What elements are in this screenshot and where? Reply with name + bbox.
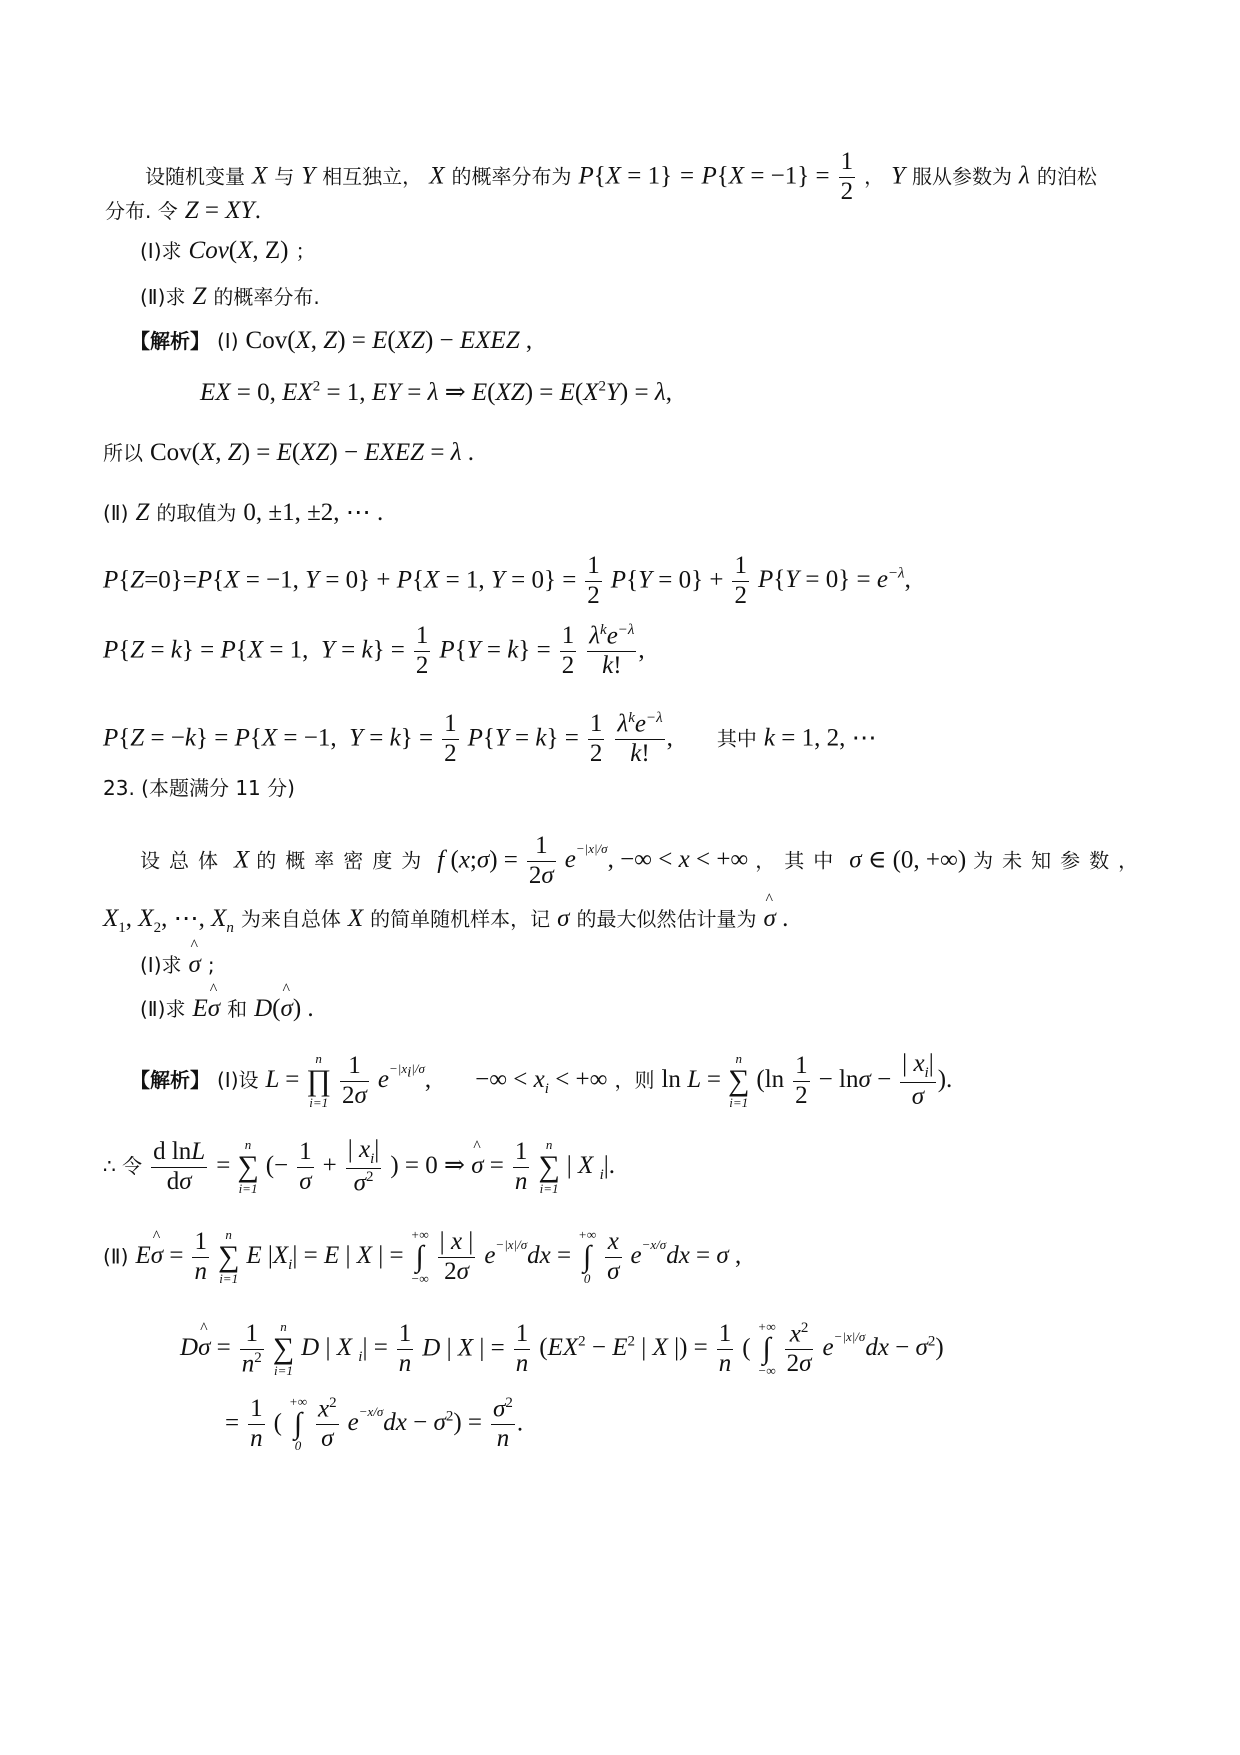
p22-solution-line7: P{Z = −k} = P{X = −1, Y = k} = $\frac{1}{2}$ P{Y = k} = $\frac{1}{2}$ $\frac{\lambda^ke^{-\lambda}}{k!}$ , 其中 k = 1, 2, ⋯ [103,710,877,768]
fraction: $\frac{\sigma^2}{n}$ [493,1395,513,1453]
math: $e^{-|x|/\sigma}dx$ = [484,1237,572,1270]
math: Y [301,162,316,190]
p22-solution-line1 [130,328,532,353]
p23-text: (Ⅱ)求 [140,997,186,1021]
integral-operator: +∞ ∫ 0 [288,1394,307,1454]
math: ($EX^2 - E^2$ | X |) = [539,1334,708,1362]
p23-text: ，其中 [755,848,843,873]
math: D | X | = [422,1334,505,1362]
math: −∞ < $x_i$ < +∞ [475,1066,608,1097]
fraction: $\frac{1}{n^2}$ [241,1320,262,1378]
math: ( [273,1409,282,1437]
fraction: $\frac{1}{n}$ [250,1395,263,1452]
p23-text: 为未知参数， [973,848,1148,873]
fraction: $\frac{\lambda^ke^{-\lambda}}{k!}$ [589,622,635,680]
math: P{Z=0}=P{X = −1, Y = 0} + P{X = 1, Y = 0} = [103,566,577,594]
math: (ln [756,1066,785,1093]
math: E^ σ = [135,1242,183,1269]
fraction: $\frac{x^2}{\sigma}$ [317,1395,337,1453]
math: P{X = 1} = P{X = −1} = [578,162,830,190]
math: σ ∈ (0, +∞) [849,846,967,874]
fraction: $\frac{1}{2}$ [561,622,575,679]
p22-part1 [140,238,316,263]
p22-text: 相互独立， [322,164,423,189]
p22-text: 所以 [103,441,143,465]
math: P{Y = k} = [467,724,579,752]
fraction: $\frac{x}{\sigma}$ [607,1228,620,1285]
math: + [322,1152,337,1180]
math: $e^{-|x|/\sigma}dx - \sigma^2$) [822,1329,944,1362]
math: 0, ±1, ±2, ⋯ . [243,499,384,526]
p23-statement-line2 [103,906,788,936]
sum-operator: n ∑ i=1 [728,1050,750,1110]
math: $P\{Y = 0\} = e^{-\lambda}$, [757,565,911,594]
math: X [429,162,445,190]
p23-text: (Ⅰ)设 [217,1068,259,1092]
p23-number [103,778,295,800]
fraction: $\frac{1}{n}$ [514,1137,528,1195]
p23-text: ; [207,953,215,977]
math: P{Y = k} = [439,636,551,664]
math: Cov(X, Z) = E(XZ) − EXEZ = λ . [150,439,475,466]
p22-text: (Ⅰ)求 [140,239,182,263]
p23-text: 设总体 [140,848,227,873]
math: X [234,846,250,874]
p23-text: 的简单随机样本，记 [370,907,551,931]
sum-operator: n ∑ i=1 [272,1319,295,1379]
math: | X $_i$|. [566,1152,616,1184]
p22-solution-line6: P{Z = k} = P{X = 1, Y = k} = $\frac{1}{2}$ P{Y = k} = $\frac{1}{2}$ $\frac{\lambda^ke^{-\lambda}}{k!}$ , [103,622,645,680]
p23-text: ，则 [614,1068,655,1092]
math: k = 1, 2, ⋯ [763,724,877,752]
p23-solution-line1: 【解析】 (Ⅰ)设 L = n ∏ i=1 $\frac{1}{2\sigma}$ $e^{-|x_i|/\sigma}$, −∞ < $x_i$ < +∞ ，则 ln L = n ∑ i=1 (ln $\frac{1}{2}$ − lnσ − $\frac{| x_i|}{\sigma}$ ). [130,1050,953,1111]
p22-text: ； [295,239,316,263]
math: ^ σ . [763,905,788,932]
p23-solution-line2 [103,1136,615,1198]
p22-text: 的取值为 [156,501,237,525]
fraction: $\frac{1}{2}$ [795,1051,808,1109]
math: E $|X_i| = E$ | X | = [246,1242,404,1274]
p23-text: 和 [227,997,248,1021]
fraction: $\frac{1}{\sigma}$ [299,1137,312,1195]
p22-text: 的概率分布为 [451,164,572,189]
solution-label: 【解析】 [130,1068,210,1092]
math: $e^{-x/\sigma}dx = \sigma$ , [630,1237,742,1270]
sum-operator: n ∑ i=1 [237,1136,259,1197]
p23-text: (Ⅱ) [103,1244,129,1269]
p23-text: 的概率密度为 [256,848,431,873]
sum-operator: n ∑ i=1 [538,1136,560,1197]
math: − lnσ − [818,1066,892,1093]
math: ( [742,1334,751,1362]
fraction: $\frac{| x_i|}{\sigma}$ [902,1050,934,1111]
p23-solution-line3 [103,1228,741,1287]
p22-statement-line1 [145,148,1097,207]
solution-label: 【解析】 [130,329,210,353]
math: P{Z = −k} = P{X = −1, Y = k} = [103,724,434,752]
math: Y [891,162,906,190]
fraction: $\frac{x^2}{2\sigma}$ [786,1320,812,1378]
fraction: $\frac{\text{d lnL}}{d\sigma}$ [153,1137,206,1195]
integral-operator: +∞ ∫ −∞ [757,1319,776,1379]
fraction: $\frac{\lambda^ke^{-\lambda}}{k!}$ [617,710,663,768]
math: $e^{-|x|/\sigma}$, −∞ < x < +∞ [564,841,749,874]
math: X [347,905,364,932]
fraction: $\frac{1}{n}$ [515,1320,529,1377]
p22-text: 设随机变量 [145,164,245,189]
math: $e^{-x/\sigma}dx - \sigma^2$) = [347,1404,483,1437]
p23-part1 [140,952,215,977]
fraction: $\frac{1}{n}$ [718,1320,732,1377]
math: X [252,162,268,190]
math: E^ σ [192,995,220,1022]
p23-text: 为来自总体 [240,907,341,931]
p22-solution-line3 [103,440,474,465]
p22-text: 的概率分布. [213,285,320,309]
fraction: $\frac{1}{2}$ [734,552,747,609]
math: = [216,1152,231,1180]
math: D | X $_i$| = [301,1334,388,1366]
integral-operator: +∞ ∫ 0 [578,1227,597,1287]
integral-operator: +∞ ∫ −∞ [410,1227,429,1287]
p22-text: 的泊松 [1036,164,1097,189]
p22-text: (Ⅰ) [217,329,239,353]
p23-solution-line5: = $\frac{1}{n}$ ( +∞ ∫ 0 $\frac{x^2}{\sigma}$ $e^{-x/\sigma}dx - \sigma^2$) = $\frac{\sigma^2}{n}$ . [225,1394,524,1454]
fraction: $\frac{1}{2}$ [444,710,457,767]
p22-text: 分布. 令 [105,199,178,223]
fraction: $\frac{1}{2}$ [589,710,603,767]
p22-solution-line5 [103,552,911,611]
math: P{Y = 0} + [610,566,724,594]
math: D(^ σ) . [254,995,314,1022]
fraction: $\frac{1}{2}$ [840,148,854,205]
p23-solution-line4 [180,1320,944,1379]
math: Cov(X, Z) [188,237,289,264]
p22-text: ， [864,164,885,189]
math: $X_1$, $X_2$, ⋯, $X_n$ [103,905,234,936]
p22-solution-line2 [200,380,672,405]
p22-text: (Ⅱ) [103,501,129,525]
fraction: $\frac{1}{n}$ [398,1320,412,1377]
fraction: $\frac{1}{2}$ [587,552,600,609]
math: EX = 0, $EX^2 = 1$, EY = λ ⇒ $E(XZ) = E(X^2Y) = \lambda$, [200,379,672,407]
p22-solution-line4 [103,500,383,525]
math: Z = XY [184,197,255,224]
p23-text: (Ⅰ)求 [140,953,182,977]
p22-text: 其中 [716,726,757,751]
fraction: $\frac{| x |}{2\sigma}$ [439,1228,474,1285]
p23-statement-line1 [140,832,1147,891]
math: λ [1019,162,1030,190]
math: ) = 0 ⇒ ^ σ = [390,1152,504,1179]
p22-part2 [140,284,320,309]
p23-text: ∴ 令 [103,1154,143,1179]
fraction: $\frac{1}{n}$ [194,1228,207,1285]
math: = [225,1409,240,1437]
product-operator: n ∏ i=1 [306,1050,332,1110]
fraction: $\frac{1}{2}$ [415,622,429,679]
math: ln L = [661,1066,721,1093]
fraction: $\frac{1}{2\sigma}$ [342,1051,367,1109]
math: D^ σ = [180,1334,231,1361]
p22-text: 服从参数为 [912,164,1013,189]
fraction: $\frac{1}{2\sigma}$ [528,832,554,889]
math: $e^{-|x_i|/\sigma}$, [377,1061,432,1093]
question-number: 23. (本题满分 11 分) [103,776,295,800]
p22-text: (Ⅱ)求 [140,285,186,309]
math: L = [265,1066,300,1093]
math: f (x;σ) = [437,846,518,874]
math: (− [265,1152,289,1180]
p22-text: 与 [274,164,295,189]
math: Z [135,499,150,526]
sum-operator: n ∑ i=1 [217,1227,240,1287]
math: ^ σ [189,951,201,978]
math: P{Z = k} = P{X = 1, Y = k} = [103,636,405,664]
math: Z [192,283,207,310]
math: Cov(X, Z) = E(XZ) − EXEZ , [245,327,533,354]
p22-statement-line2: 分布. 令 Z = XY. [105,197,262,224]
p23-part2 [140,996,314,1021]
p23-text: 的最大似然估计量为 [576,907,757,931]
math: σ [557,905,570,932]
fraction: $\frac{| x_i|}{\sigma^2}$ [347,1136,380,1197]
